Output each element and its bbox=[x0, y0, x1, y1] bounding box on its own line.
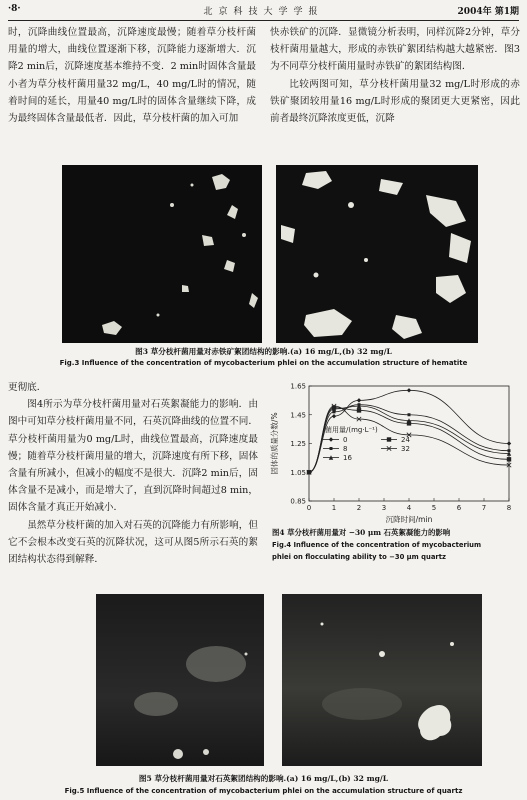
y-axis-label: 固体的质量分数/% bbox=[270, 412, 279, 475]
fig5-micrograph-b bbox=[282, 594, 482, 766]
paragraph: 图4所示为草分枝杆菌用量对石英絮凝能力的影响．由图中可知草分枝杆菌用量不同，石英沉降曲线的位置不同．草分枝杆菌用量为0 mg/L时，曲线位置最高，沉降速度最慢；随着草分枝杆菌用量的增大，沉降速度有所下移，固体含量有所减小，但减小的幅度不是很大．沉降2 min后，固体含量不是减小，而是增大了，直到沉降时间超过8 min，固体含量才真正开始减小． bbox=[8, 399, 258, 514]
legend-label: 0 bbox=[343, 436, 348, 444]
fig5-caption-en: Fig.5 Influence of the concentration of mycobacterium phlei on the accumulation structure of quartz bbox=[64, 787, 463, 795]
legend-label: 8 bbox=[343, 445, 348, 453]
fig4-chart bbox=[265, 380, 520, 525]
paragraph: 比较两图可知，草分枝杆菌用量32 mg/L时形成的赤铁矿聚团较用量16 mg/L时形成的聚团更大更紧密，因此前者最终沉降浓度更低，沉降 bbox=[270, 78, 520, 125]
journal-title: 北京科技大学学报 bbox=[203, 7, 324, 17]
micrograph-texture bbox=[96, 594, 264, 766]
left-column-middle bbox=[8, 379, 258, 568]
series-point-24 bbox=[357, 408, 361, 412]
legend-title: 菌用量/(mg·L⁻¹) bbox=[325, 426, 378, 434]
header-rule bbox=[8, 20, 519, 21]
x-tick-label: 2 bbox=[356, 504, 362, 512]
series-point-8 bbox=[408, 413, 411, 416]
series-point-0 bbox=[357, 398, 361, 402]
micrograph-texture bbox=[282, 594, 482, 766]
legend-label: 24 bbox=[401, 436, 410, 444]
y-tick-label: 1.65 bbox=[290, 382, 306, 391]
paragraph: 虽然草分枝杆菌的加入对石英的沉降能力有所影响，但它不会根本改变石英的沉降状况，这可从图5所示石英的絮团结构状态得到解释． bbox=[8, 519, 258, 566]
series-point-0 bbox=[332, 414, 336, 418]
paragraph: 时，沉降曲线位置最高，沉降速度最慢；随着草分枝杆菌用量的增大，曲线位置逐渐下移，沉降能力逐渐增大．沉降2 min后，沉降速度基本维持不变．2 min时固体含量最小者为草分枝杆菌用量32 mg/L，40 mg/L时的情况，随着时间的延长，用量40 mg/L时的固体含量继续下降，成为最终固体含量最低者．因此，草分枝杆菌的加入可加 bbox=[8, 27, 256, 125]
x-tick-label: 1 bbox=[331, 504, 337, 512]
series-point-24 bbox=[507, 457, 511, 461]
x-axis-label: 沉降时间/min bbox=[385, 515, 433, 524]
fig4-caption-cn: 图4 草分枝杆菌用量对 −30 μm 石英絮凝能力的影响 bbox=[272, 528, 451, 537]
series-point-24 bbox=[407, 421, 411, 425]
y-tick-label: 1.05 bbox=[290, 468, 306, 477]
series-point-0 bbox=[407, 388, 411, 392]
right-column-top bbox=[270, 24, 520, 127]
issue-label: 2004年 第1期 bbox=[457, 7, 519, 17]
micrograph-texture bbox=[62, 165, 262, 343]
fig3-caption-cn: 图3 草分枝杆菌用量对赤铁矿絮团结构的影响.(a) 16 mg/L,(b) 32 mg/L bbox=[135, 347, 392, 356]
paragraph: 快赤铁矿的沉降．显微镜分析表明，同样沉降2分钟，草分枝杆菌用量越大，形成的赤铁矿絮团结构越大越紧密．图3为不同草分枝杆菌用量时赤铁矿的絮团结构图． bbox=[270, 27, 520, 73]
y-tick-label: 0.85 bbox=[290, 497, 306, 506]
x-tick-label: 4 bbox=[406, 504, 412, 512]
fig3-micrograph-b bbox=[276, 165, 478, 343]
x-tick-label: 7 bbox=[481, 504, 487, 512]
x-tick-label: 6 bbox=[456, 504, 462, 512]
y-tick-label: 1.45 bbox=[290, 411, 306, 420]
x-tick-label: 3 bbox=[381, 504, 387, 512]
series-point-0 bbox=[507, 441, 511, 445]
left-column-top bbox=[8, 24, 256, 127]
fig3-caption-en: Fig.3 Influence of the concentration of mycobacterium phlei on the accumulation structure of hematite bbox=[59, 359, 468, 367]
x-tick-label: 8 bbox=[506, 504, 512, 512]
fig5-caption-cn: 图5 草分枝杆菌用量对石英絮团结构的影响.(a) 16 mg/L,(b) 32 mg/L bbox=[138, 774, 389, 783]
legend-marker bbox=[330, 447, 333, 450]
micrograph-texture bbox=[276, 165, 478, 343]
legend-marker bbox=[387, 437, 391, 441]
legend-marker bbox=[329, 437, 333, 441]
x-tick-label: 5 bbox=[431, 504, 437, 512]
fig4-caption-en-1: Fig.4 Influence of the concentration of mycobacterium bbox=[272, 541, 482, 549]
page-number: ·8· bbox=[8, 4, 21, 14]
fig4-caption-en-2: phlei on flocculating ability to −30 μm quartz bbox=[272, 553, 446, 561]
y-tick-label: 1.25 bbox=[290, 440, 306, 448]
fig5-micrograph-a bbox=[96, 594, 264, 766]
running-header bbox=[8, 4, 519, 18]
x-tick-label: 0 bbox=[306, 504, 312, 512]
paragraph: 更彻底． bbox=[8, 382, 47, 393]
legend-label: 32 bbox=[401, 445, 410, 453]
legend-label: 16 bbox=[343, 454, 352, 462]
fig3-micrograph-a bbox=[62, 165, 262, 343]
